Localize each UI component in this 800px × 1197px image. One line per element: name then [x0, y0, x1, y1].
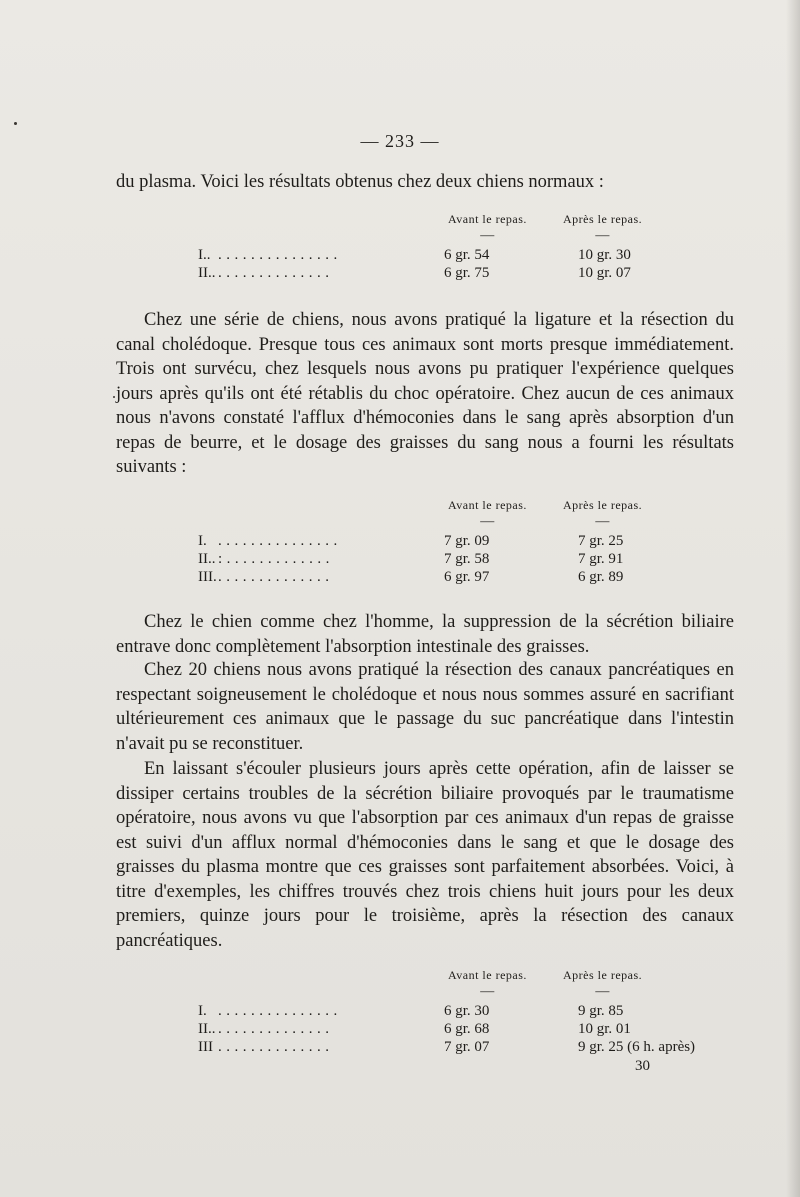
table-header [198, 212, 698, 246]
header-before-meal: Avant le repas. — [448, 212, 527, 243]
table-row: I. ............... 7 gr. 09 7 gr. 25 [198, 533, 624, 549]
paragraph-results-intro: En laissant s'écouler plusieurs jours après cette opération, afin de laisser se dissiper certains troubles de la sécrétion biliaire provoqués par le traumatisme opératoire, nous avons vu que l'absorption par ces animaux d'un repas de graisse est suivi d'un afflux normal d'hémoconies dans le sang et que le dosage des graisses du plasma montre que ces graisses sont parfaitement absorbées. Voici, à titre d'exemples, les chiffres trouvés chez trois chiens huit jours pour les deux premiers, quinze jours pour le troisième, après la résection des canaux pancréatiques. [116, 759, 734, 951]
page-number: — 233 — [360, 131, 440, 151]
table-row: II.. :............. 7 gr. 58 7 gr. 91 [198, 551, 624, 567]
paragraph-pancreatic-resection: Chez 20 chiens nous avons pratiqué la résection des canaux pancréatiques en respectant soigneusement le cholédoque et nous nous sommes assuré en sacrifiant ultérieurement ces animaux que le passage du suc pancréatique dans l'intestin n'avait pu se reconstituer. [116, 660, 734, 754]
results-table-ligated-dogs [198, 498, 698, 586]
table-header [198, 968, 698, 1002]
table-row: II.. .............. 6 gr. 68 10 gr. 01 [198, 1021, 631, 1037]
ink-speck [14, 122, 17, 125]
paragraph-conclusion-bile: Chez le chien comme chez l'homme, la suppression de la sécrétion biliaire entrave donc complètement l'absorption intestinale des graisses. [116, 612, 734, 657]
table-row: III. .............. 6 gr. 97 6 gr. 89 [198, 569, 624, 585]
table-row: III .............. 7 gr. 07 9 gr. 25 (6 h. après) [198, 1039, 696, 1055]
header-after-meal: Après le repas. — [563, 968, 643, 999]
results-table-normal-dogs [198, 212, 698, 282]
intro-text: du plasma. Voici les résultats obtenus chez deux chiens normaux : [116, 172, 604, 192]
table-header [198, 498, 698, 532]
signature-number: 30 [635, 1058, 650, 1074]
header-before-meal: Avant le repas. — [448, 498, 527, 529]
table-row: I. ............... 6 gr. 30 9 gr. 85 [198, 1003, 624, 1019]
table-row: I.. ............... 6 gr. 54 10 gr. 30 [198, 247, 631, 263]
header-before-meal: Avant le repas. — [448, 968, 527, 999]
header-after-meal: Après le repas. — [563, 498, 643, 529]
paragraph-ligature: Chez une série de chiens, nous avons pratiqué la ligature et la résection du canal cholédoque. Presque tous ces animaux sont morts presque immédiatement. Trois ont survécu, chez lesquels nous avons pu pratiquer l'expérience quelques jours après qu'ils ont été rétablis du choc opératoire. Chez aucun de ces animaux nous n'avons constaté l'afflux d'hémoconies dans le sang après absorption d'un repas de beurre, et le dosage des graisses du sang nous a fourni les résultats suivants : [116, 310, 734, 477]
page-edge-shadow [786, 0, 800, 1197]
results-table-pancreatic-dogs [198, 968, 698, 1056]
header-after-meal: Après le repas. — [563, 212, 643, 243]
ink-speck [113, 396, 115, 398]
table-row: II.. .............. 6 gr. 75 10 gr. 07 [198, 265, 631, 281]
